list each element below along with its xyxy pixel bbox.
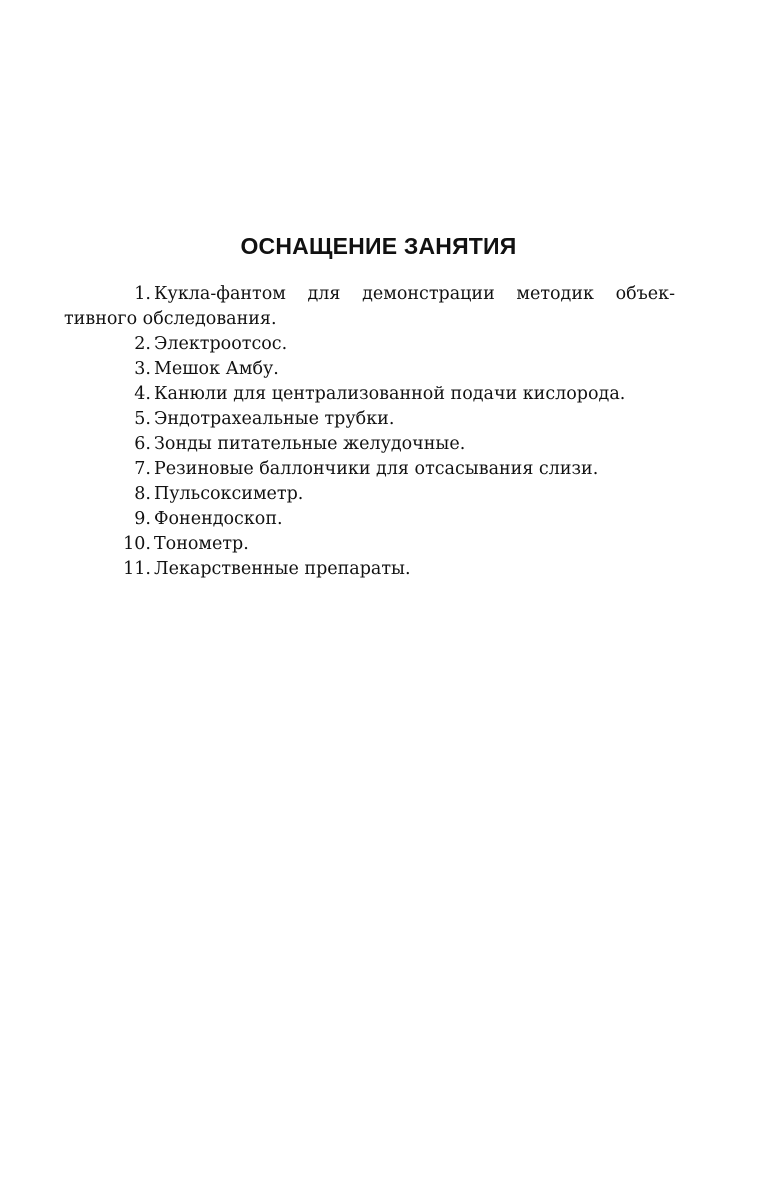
list-item xyxy=(120,507,675,532)
item-text: Электроотсос. xyxy=(154,334,288,354)
item-number: 2. xyxy=(134,334,151,354)
item-text: Пульсоксиметр. xyxy=(154,484,304,504)
list-item xyxy=(120,432,675,457)
item-number: 10. xyxy=(123,534,151,554)
item-number: 8. xyxy=(134,484,151,504)
item-number: 5. xyxy=(134,409,151,429)
item-text: Тонометр. xyxy=(154,534,249,554)
list-item xyxy=(120,382,675,407)
item-number: 3. xyxy=(134,359,151,379)
item-number: 6. xyxy=(134,434,151,454)
item-text: Фонендоскоп. xyxy=(154,509,283,529)
list-item xyxy=(120,357,675,382)
list-item xyxy=(120,482,675,507)
item-text: Лекарственные препараты. xyxy=(154,559,411,579)
item-number: 9. xyxy=(134,509,151,529)
item-number: 7. xyxy=(134,459,151,479)
item-text-line-1: Кукла-фантом для демонстрации методик объек- xyxy=(154,284,675,304)
list-item xyxy=(64,282,675,332)
list-item xyxy=(120,457,675,482)
list-item xyxy=(120,407,675,432)
item-text-line-2: тивного обследования. xyxy=(64,309,277,329)
item-text: Эндотрахеальные трубки. xyxy=(154,409,395,429)
list-item xyxy=(120,332,675,357)
section-heading: ОСНАЩЕНИЕ ЗАНЯТИЯ xyxy=(240,233,517,259)
item-number: 4. xyxy=(134,384,151,404)
item-text: Зонды питательные желудочные. xyxy=(154,434,466,454)
equipment-list xyxy=(64,282,675,582)
item-number: 11. xyxy=(123,559,151,579)
list-item xyxy=(120,532,675,557)
list-item xyxy=(120,557,675,582)
item-text: Канюли для централизованной подачи кислорода. xyxy=(154,384,626,404)
item-number: 1. xyxy=(134,284,151,304)
item-text: Мешок Амбу. xyxy=(154,359,279,379)
item-text: Резиновые баллончики для отсасывания слизи. xyxy=(154,459,599,479)
